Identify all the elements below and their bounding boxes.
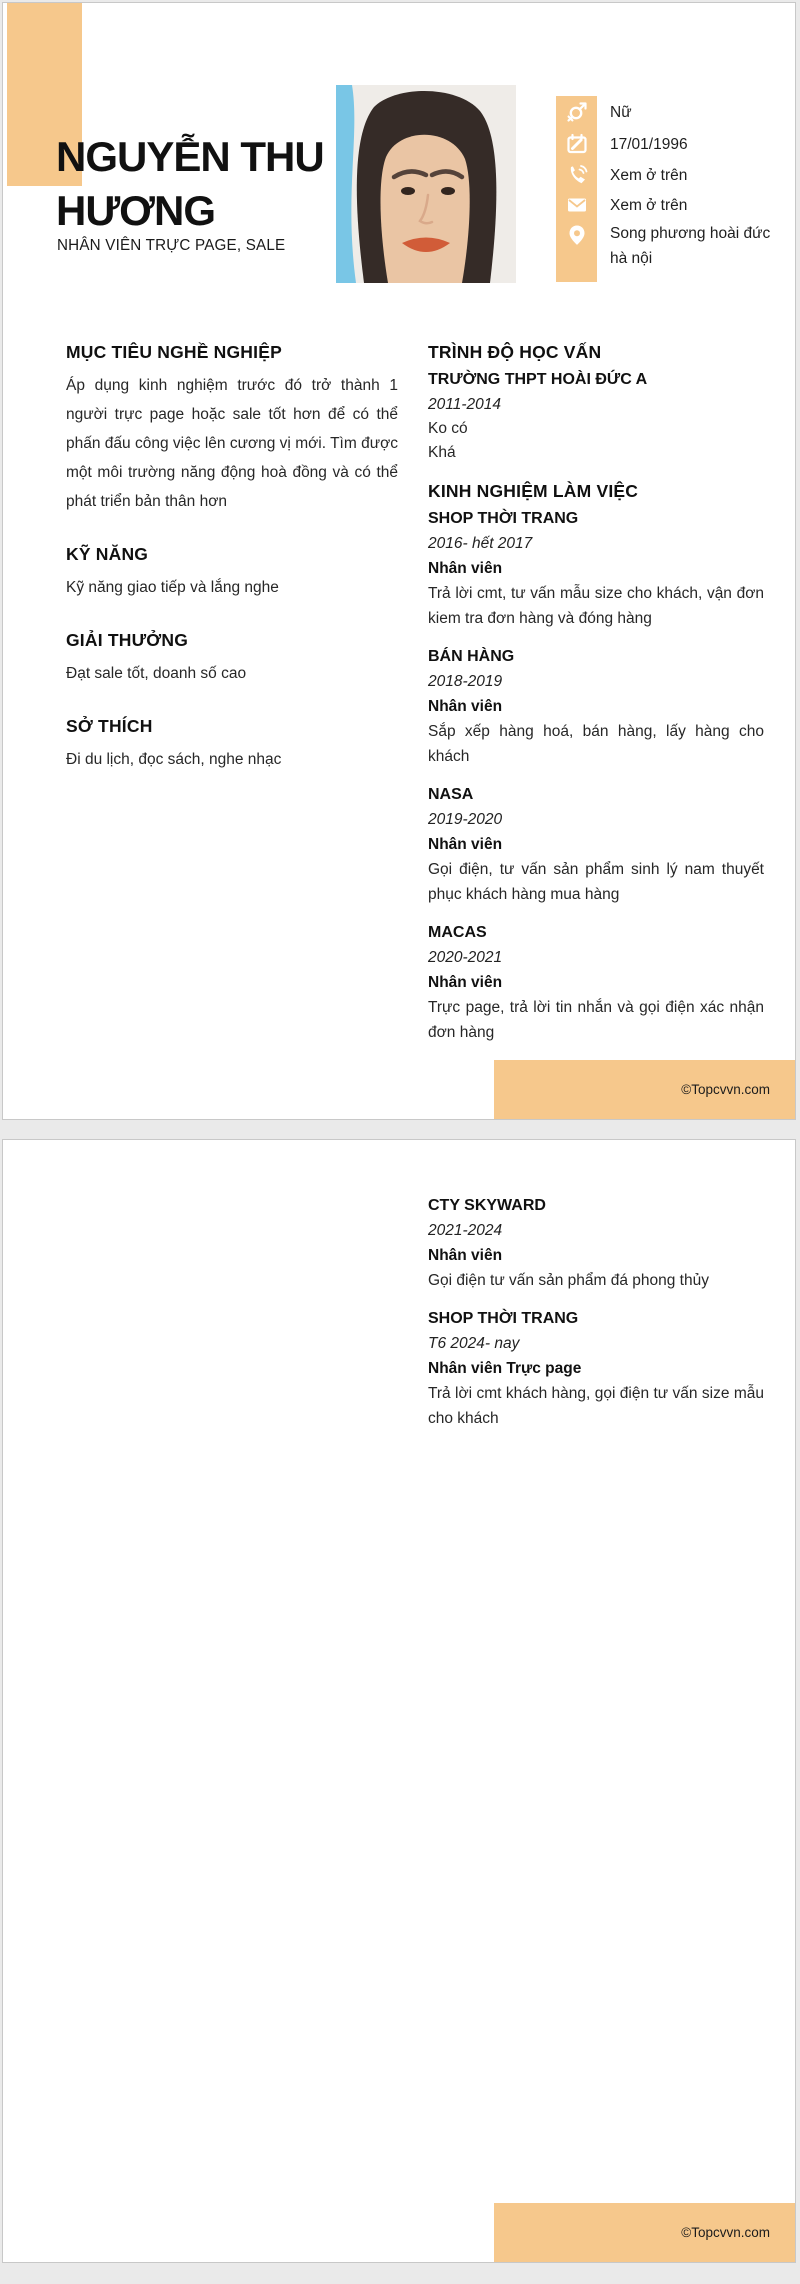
right-column-continued: [428, 1193, 764, 1431]
job-period: 2020-2021: [428, 949, 503, 966]
candidate-title: NHÂN VIÊN TRỰC PAGE, SALE: [57, 237, 286, 254]
contact-label-email: Xem ở trên: [610, 196, 688, 214]
company-name: BÁN HÀNG: [428, 648, 515, 665]
job-entry-macas: [428, 920, 764, 1045]
education-grade: Khá: [428, 444, 456, 461]
job-role: Nhân viên Trực page: [428, 1360, 582, 1377]
job-entry-shop-thoi-trang: [428, 506, 764, 631]
section-awards: [66, 628, 398, 688]
job-role: Nhân viên: [428, 698, 503, 715]
contact-label-address: Song phương hoài đức hà nội: [610, 225, 771, 267]
job-description: Trả lời cmt, tư vấn mẫu size cho khách, vận đơn kiem tra đơn hàng và đóng hàng: [428, 585, 764, 627]
section-skills-title: KỸ NĂNG: [66, 544, 149, 564]
right-column: [428, 340, 764, 1045]
job-period: 2021-2024: [428, 1222, 503, 1239]
contact-row-email: [556, 190, 794, 220]
contact-row-phone: [556, 160, 794, 190]
job-entry-ban-hang: [428, 644, 764, 769]
section-skills-body: Kỹ năng giao tiếp và lắng nghe: [66, 579, 279, 596]
location-icon: [556, 220, 597, 246]
contact-row-birthday: [556, 128, 794, 160]
footer-credit-bar: [494, 1060, 795, 1119]
footer-credit-bar: [494, 2203, 795, 2262]
phone-icon: [556, 164, 597, 186]
job-period: 2018-2019: [428, 673, 503, 690]
section-hobbies-title: SỞ THÍCH: [66, 716, 153, 736]
page-1: [2, 2, 796, 1120]
section-hobbies-body: Đi du lịch, đọc sách, nghe nhạc: [66, 751, 282, 768]
section-objective-title: MỤC TIÊU NGHỀ NGHIỆP: [66, 342, 282, 362]
section-awards-body: Đạt sale tốt, doanh số cao: [66, 665, 247, 682]
gender-icon: [556, 101, 597, 123]
contact-label-gender: Nữ: [610, 103, 632, 121]
credit-text: ©Topcvvn.com: [681, 1082, 770, 1097]
candidate-name-line1: NGUYỄN THU: [56, 133, 324, 180]
left-column: [66, 340, 398, 800]
job-entry-shop-thoi-trang-2: [428, 1306, 764, 1431]
job-period: T6 2024- nay: [428, 1335, 520, 1352]
job-role: Nhân viên: [428, 974, 503, 991]
contact-label-birthday: 17/01/1996: [610, 135, 688, 153]
company-name: CTY SKYWARD: [428, 1197, 546, 1214]
section-awards-title: GIẢI THƯỞNG: [66, 630, 189, 650]
section-objective-body: Áp dụng kinh nghiệm trước đó trở thành 1 người trực page hoặc sale tốt hơn để có thể phấn đấu công việc lên cương vị mới. Tìm được một môi trường năng động hoà đồng và có thể phát triển bản thân hơn: [66, 377, 398, 510]
job-description: Gọi điện, tư vấn sản phẩm sinh lý nam thuyết phục khách hàng mua hàng: [428, 861, 764, 903]
job-description: Trả lời cmt khách hàng, gọi điện tư vấn size mẫu cho khách: [428, 1385, 764, 1427]
education-period: 2011-2014: [428, 396, 501, 413]
contact-list: [556, 96, 794, 284]
contact-row-address: [556, 220, 794, 284]
job-description: Gọi điện tư vấn sản phẩm đá phong thủy: [428, 1272, 709, 1289]
school-name: TRƯỜNG THPT HOÀI ĐỨC A: [428, 371, 648, 388]
birthday-icon: [556, 133, 597, 155]
job-period: 2016- hết 2017: [428, 535, 533, 552]
job-description: Sắp xếp hàng hoá, bán hàng, lấy hàng cho khách: [428, 723, 764, 765]
section-hobbies: [66, 714, 398, 774]
company-name: SHOP THỜI TRANG: [428, 510, 579, 527]
company-name: NASA: [428, 786, 474, 803]
job-role: Nhân viên: [428, 560, 503, 577]
education-section-title: TRÌNH ĐỘ HỌC VẤN: [428, 342, 602, 362]
company-name: SHOP THỜI TRANG: [428, 1310, 579, 1327]
job-role: Nhân viên: [428, 836, 503, 853]
candidate-name: [56, 130, 376, 238]
email-icon: [556, 194, 597, 216]
contact-label-phone: Xem ở trên: [610, 166, 688, 184]
education-note: Ko có: [428, 420, 468, 437]
experience-section-title: KINH NGHIỆM LÀM VIỆC: [428, 481, 639, 501]
page-2: [2, 1139, 796, 2263]
section-skills: [66, 542, 398, 602]
section-objective: [66, 340, 398, 516]
company-name: MACAS: [428, 924, 487, 941]
job-role: Nhân viên: [428, 1247, 503, 1264]
credit-text: ©Topcvvn.com: [681, 2225, 770, 2240]
job-period: 2019-2020: [428, 811, 503, 828]
contact-row-gender: [556, 96, 794, 128]
job-entry-nasa: [428, 782, 764, 907]
job-entry-cty-skyward: [428, 1193, 764, 1293]
candidate-name-line2: HƯƠNG: [56, 187, 216, 234]
job-description: Trực page, trả lời tin nhắn và gọi điện xác nhận đơn hàng: [428, 999, 764, 1041]
